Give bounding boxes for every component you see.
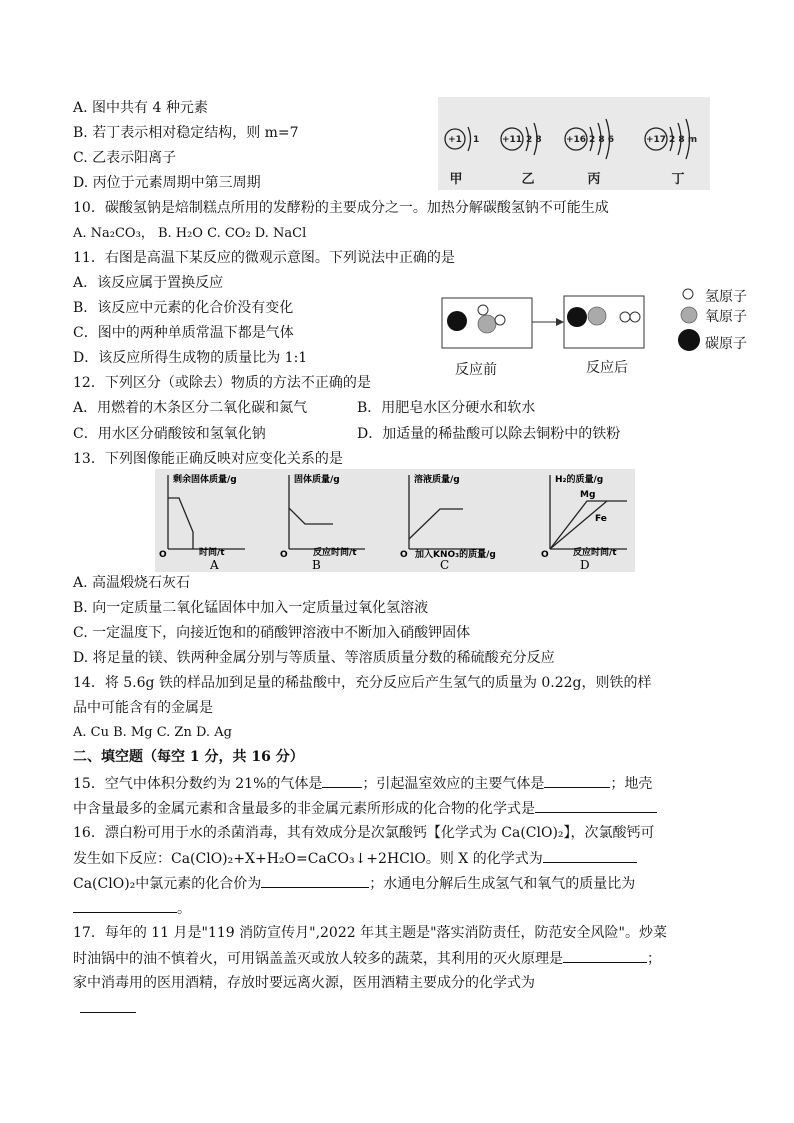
graph-c	[400, 473, 496, 572]
q13-graphs	[155, 469, 635, 572]
q14-line2: 品中可能含有的金属是	[73, 700, 213, 716]
q15-blank-3[interactable]	[535, 798, 657, 813]
svg-text:O: O	[400, 550, 408, 560]
section-2-heading: 二、填空题（每空 1 分，共 16 分）	[73, 749, 304, 765]
svg-text:Fe: Fe	[595, 514, 607, 524]
q13-option-b: B. 向一定质量二氧化锰固体中加入一定质量过氧化氢溶液	[73, 600, 429, 616]
svg-text:O: O	[159, 550, 167, 560]
svg-text:溶液质量/g: 溶液质量/g	[414, 475, 460, 485]
svg-text:加入KNO₃的质量/g: 加入KNO₃的质量/g	[415, 550, 496, 560]
q11-option-a: A．该反应属于置换反应	[73, 275, 224, 291]
q17-line2: 时油锅中的油不慎着火，可用锅盖盖灭或放人较多的蔬菜，其利用的灭火原理是 ；	[73, 948, 661, 969]
q16-blank-1[interactable]	[543, 848, 637, 863]
svg-text:固体质量/g: 固体质量/g	[294, 475, 340, 485]
q13-option-d: D. 将足量的镁、铁两种金属分别与等质量、等溶质质量分数的稀硫酸充分反应	[73, 650, 555, 666]
atom-bing	[565, 119, 614, 159]
svg-text:反应时间/t: 反应时间/t	[313, 548, 357, 558]
atom-label-bing: 丙	[587, 172, 601, 187]
q10-options: A. Na₂CO₃， B. H₂O C. CO₂ D. NaCl	[73, 226, 307, 241]
svg-text:Mg: Mg	[580, 490, 596, 500]
q13-option-c: C. 一定温度下，向接近饱和的硝酸钾溶液中不断加入硝酸钾固体	[73, 625, 471, 641]
svg-text:反应时间/t: 反应时间/t	[573, 548, 617, 558]
q17-line3: 家中消毒用的医用酒精，存放时要远离火源，医用酒精主要成分的化学式为	[73, 975, 535, 991]
q16-line4: 。	[73, 898, 191, 919]
q9-option-a: A. 图中共有 4 种元素	[73, 100, 208, 116]
atom-label-yi: 乙	[521, 172, 535, 187]
graph-d	[541, 473, 627, 572]
reaction-before-label: 反应前	[455, 362, 497, 378]
svg-text:剩余固体质量/g: 剩余固体质量/g	[173, 475, 237, 485]
q16-blank-3[interactable]	[73, 898, 177, 913]
q15-blank-1[interactable]	[322, 773, 362, 788]
q9-option-b: B. 若丁表示相对稳定结构，则 m=7	[73, 125, 299, 141]
svg-text:O: O	[280, 550, 288, 560]
q13-option-a: A. 高温煅烧石灰石	[73, 575, 191, 591]
atom-yi	[501, 123, 542, 155]
svg-text:H₂的质量/g: H₂的质量/g	[555, 475, 604, 485]
q16-line2: 发生如下反应：Ca(ClO)₂+X+H₂O=CaCO₃↓+2HClO。则 X 的化学式为	[73, 848, 637, 869]
svg-text:时间/t: 时间/t	[199, 548, 225, 558]
q12-option-b: B．用肥皂水区分硬水和软水	[357, 400, 536, 416]
q16-line1: 16．漂白粉可用于水的杀菌消毒，其有效成分是次氯酸钙【化学式为 Ca(ClO)₂】，次氯酸钙可	[73, 825, 655, 841]
atom-ding	[645, 119, 697, 159]
svg-text:+17: +17	[645, 135, 667, 145]
svg-text:C: C	[440, 558, 450, 572]
q15-line2: 中含量最多的金属元素和含量最多的非金属元素所形成的化合物的化学式是	[73, 798, 657, 819]
svg-text:2 8 6: 2 8 6	[589, 135, 615, 145]
svg-text:2 8: 2 8	[526, 135, 542, 145]
q14-options: A. Cu B. Mg C. Zn D. Ag	[73, 725, 232, 740]
q12-option-d: D．加适量的稀盐酸可以除去铜粉中的铁粉	[357, 426, 621, 442]
svg-text:2 8 m: 2 8 m	[669, 135, 698, 145]
svg-text:1: 1	[473, 135, 480, 145]
atom-label-ding: 丁	[671, 172, 685, 187]
svg-text:D: D	[580, 558, 590, 572]
q12-option-a: A．用燃着的木条区分二氧化碳和氮气	[73, 400, 308, 416]
q17-line4	[80, 998, 136, 1019]
q15-blank-2[interactable]	[544, 773, 610, 788]
legend-carbon: 碳原子	[705, 336, 747, 352]
q12-stem: 12．下列区分（或除去）物质的方法不正确的是	[73, 375, 371, 391]
q13-stem: 13．下列图像能正确反映对应变化关系的是	[73, 451, 343, 467]
q11-option-d: D．该反应所得生成物的质量比为 1:1	[73, 350, 308, 366]
atom-structure-figure	[438, 97, 710, 190]
q16-line3: Ca(ClO)₂中氯元素的化合价为 ；水通电分解后生成氢气和氧气的质量比为	[73, 873, 635, 894]
graph-b	[280, 473, 365, 572]
q11-option-b: B．该反应中元素的化合价没有变化	[73, 300, 294, 316]
q10-stem: 10．碳酸氢钠是焙制糕点所用的发酵粉的主要成分之一。加热分解碳酸氢钠不可能生成	[73, 200, 609, 216]
q17-blank-2[interactable]	[80, 998, 136, 1013]
graph-a	[159, 473, 245, 572]
svg-text:B: B	[312, 558, 321, 572]
svg-text:+16: +16	[565, 135, 587, 145]
legend-hydrogen: 氢原子	[705, 289, 747, 305]
q15-line1: 15．空气中体积分数约为 21%的气体是 ；引起温室效应的主要气体是 ；地壳	[73, 773, 652, 794]
q17-line1: 17．每年的 11 月是"119 消防宣传月",2022 年其主题是"落实消防责任，防范安全风险"。炒菜	[73, 925, 667, 941]
q11-stem: 11．右图是高温下某反应的微观示意图。下列说法中正确的是	[73, 250, 455, 266]
atom-label-jia: 甲	[449, 172, 463, 187]
q14-line1: 14．将 5.6g 铁的样品加到足量的稀盐酸中，充分反应后产生氢气的质量为 0.22g，则铁的样	[73, 675, 652, 691]
q9-option-c: C. 乙表示阳离子	[73, 150, 177, 166]
q9-option-d: D. 丙位于元素周期中第三周期	[73, 175, 261, 191]
atom-jia	[445, 127, 479, 151]
svg-text:A: A	[210, 558, 219, 572]
q11-option-c: C．图中的两种单质常温下都是气体	[73, 325, 294, 341]
svg-text:O: O	[541, 550, 549, 560]
svg-text:+1: +1	[448, 135, 462, 145]
q17-blank-1[interactable]	[563, 948, 647, 963]
q16-blank-2[interactable]	[261, 873, 369, 888]
q12-option-c: C．用水区分硝酸铵和氢氧化钠	[73, 426, 266, 442]
legend-oxygen: 氧原子	[705, 309, 747, 325]
svg-text:+11: +11	[501, 135, 523, 145]
reaction-after-label: 反应后	[586, 360, 628, 376]
